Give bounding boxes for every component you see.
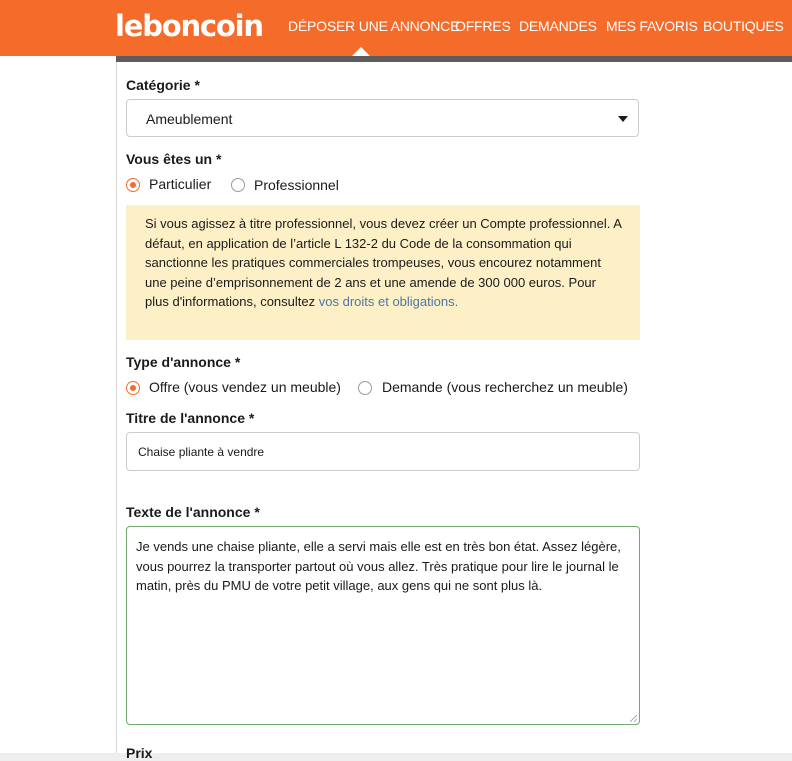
radio-demande-label[interactable]: Demande (vous recherchez un meuble) bbox=[382, 379, 628, 395]
ad-title-input[interactable] bbox=[126, 432, 640, 471]
leboncoin-logo[interactable]: leboncoin bbox=[115, 9, 263, 43]
radio-offre-label[interactable]: Offre (vous vendez un meuble) bbox=[149, 379, 341, 395]
seller-type-label: Vous êtes un * bbox=[126, 151, 222, 167]
radio-offre[interactable] bbox=[126, 381, 140, 395]
category-selected-value: Ameublement bbox=[146, 111, 233, 127]
radio-demande[interactable] bbox=[358, 381, 372, 395]
ad-text-value: Je vends une chaise pliante, elle a servi mais elle est en très bon état. Assez légère, vous pourrez la transporter partout où vous allez. Très pratique pour lire le journal le matin, près du PMU de votre petit village, aux gens qui ne sont plus là. bbox=[136, 539, 621, 593]
nav-offres[interactable]: OFFRES bbox=[455, 18, 511, 34]
left-margin bbox=[0, 56, 116, 753]
resize-grip-icon[interactable] bbox=[630, 715, 637, 722]
main-nav bbox=[0, 0, 792, 56]
dropdown-caret-icon bbox=[618, 116, 628, 122]
ad-text-textarea[interactable] bbox=[126, 526, 640, 725]
nav-boutiques[interactable]: BOUTIQUES bbox=[703, 18, 784, 34]
radio-professionnel[interactable] bbox=[231, 178, 245, 192]
category-select[interactable] bbox=[126, 99, 639, 137]
ad-type-label: Type d'annonce * bbox=[126, 354, 241, 370]
ad-title-value: Chaise pliante à vendre bbox=[138, 445, 265, 459]
price-label: Prix bbox=[126, 745, 153, 761]
ad-title-label: Titre de l'annonce * bbox=[126, 410, 255, 426]
panel-top-bar bbox=[116, 56, 792, 62]
nav-deposer-annonce[interactable]: DÉPOSER UNE ANNONCE bbox=[288, 18, 460, 34]
radio-particulier-label[interactable]: Particulier bbox=[149, 176, 212, 192]
rights-obligations-link[interactable]: vos droits et obligations. bbox=[318, 294, 459, 309]
category-label: Catégorie * bbox=[126, 77, 200, 93]
professional-warning-notice bbox=[126, 205, 640, 340]
ad-text-label: Texte de l'annonce * bbox=[126, 504, 260, 520]
active-nav-indicator bbox=[352, 47, 370, 56]
notice-text: Si vous agissez à titre professionnel, vous devez créer un Compte professionnel. A défaut, en application de l’article L 132-2 du Code de la consommation qui sanctionne les pratiques commerciales trompeuses, vous encourez notamment une peine d’emprisonnement de 2 ans et une amende de 300 000 euros. Pour plus d'informations, consultez bbox=[145, 216, 622, 309]
radio-professionnel-label[interactable]: Professionnel bbox=[254, 177, 339, 193]
nav-demandes[interactable]: DEMANDES bbox=[519, 18, 597, 34]
right-margin bbox=[656, 56, 792, 753]
radio-particulier[interactable] bbox=[126, 178, 140, 192]
nav-mes-favoris[interactable]: MES FAVORIS bbox=[606, 18, 698, 34]
top-header bbox=[0, 0, 792, 56]
